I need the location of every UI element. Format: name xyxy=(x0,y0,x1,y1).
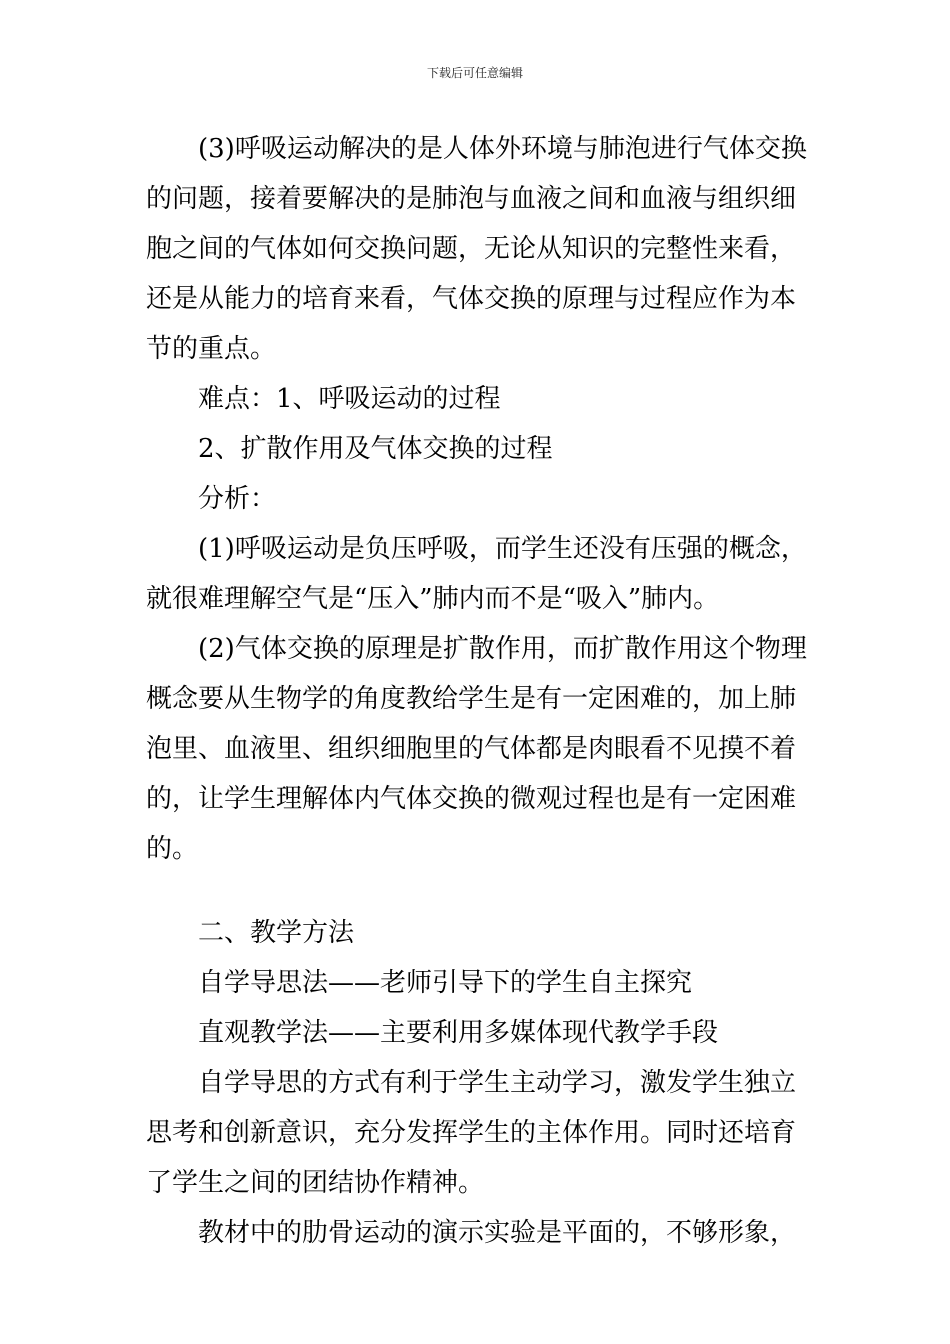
paragraph-method-self-study: 自学导思法——老师引导下的学生自主探究 xyxy=(198,968,693,998)
paragraph-analysis-2: (2)气体交换的原理是扩散作用，而扩散作用这个物理概念要从生物学的角度教给学生是有一定困难的，加上肺泡里、血液里、组织细胞里的气体都是肉眼看不见摸不着的，让学生理解体内气体交换的微观过程也是有一定困难的。 xyxy=(146,634,807,864)
document-body xyxy=(146,124,808,1258)
page-header: 下载后可任意编辑 xyxy=(426,66,523,80)
paragraph-method-visual: 直观教学法——主要利用多媒体现代教学手段 xyxy=(198,1018,719,1048)
paragraph-difficulty-1: 难点：1、呼吸运动的过程 xyxy=(198,384,501,414)
section-spacer xyxy=(146,874,808,908)
paragraph-key-point-3: (3)呼吸运动解决的是人体外环境与肺泡进行气体交换的问题，接着要解决的是肺泡与血液之间和血液与组织细胞之间的气体如何交换问题，无论从知识的完整性来看，还是从能力的培育来看，气体交换的原理与过程应作为本节的重点。 xyxy=(146,134,807,364)
paragraph-difficulty-2: 2、扩散作用及气体交换的过程 xyxy=(198,434,553,464)
paragraph-textbook-demo: 教材中的肋骨运动的演示实验是平面的，不够形象， xyxy=(198,1218,797,1248)
section-heading-teaching-methods: 二、教学方法 xyxy=(198,918,355,948)
paragraph-method-explanation: 自学导思的方式有利于学生主动学习，激发学生独立思考和创新意识，充分发挥学生的主体作用。同时还培育了学生之间的团结协作精神。 xyxy=(146,1068,797,1198)
paragraph-analysis-heading: 分析： xyxy=(198,484,277,514)
paragraph-analysis-1: (1)呼吸运动是负压呼吸，而学生还没有压强的概念，就很难理解空气是“压入”肺内而不是“吸入”肺内。 xyxy=(146,534,807,614)
